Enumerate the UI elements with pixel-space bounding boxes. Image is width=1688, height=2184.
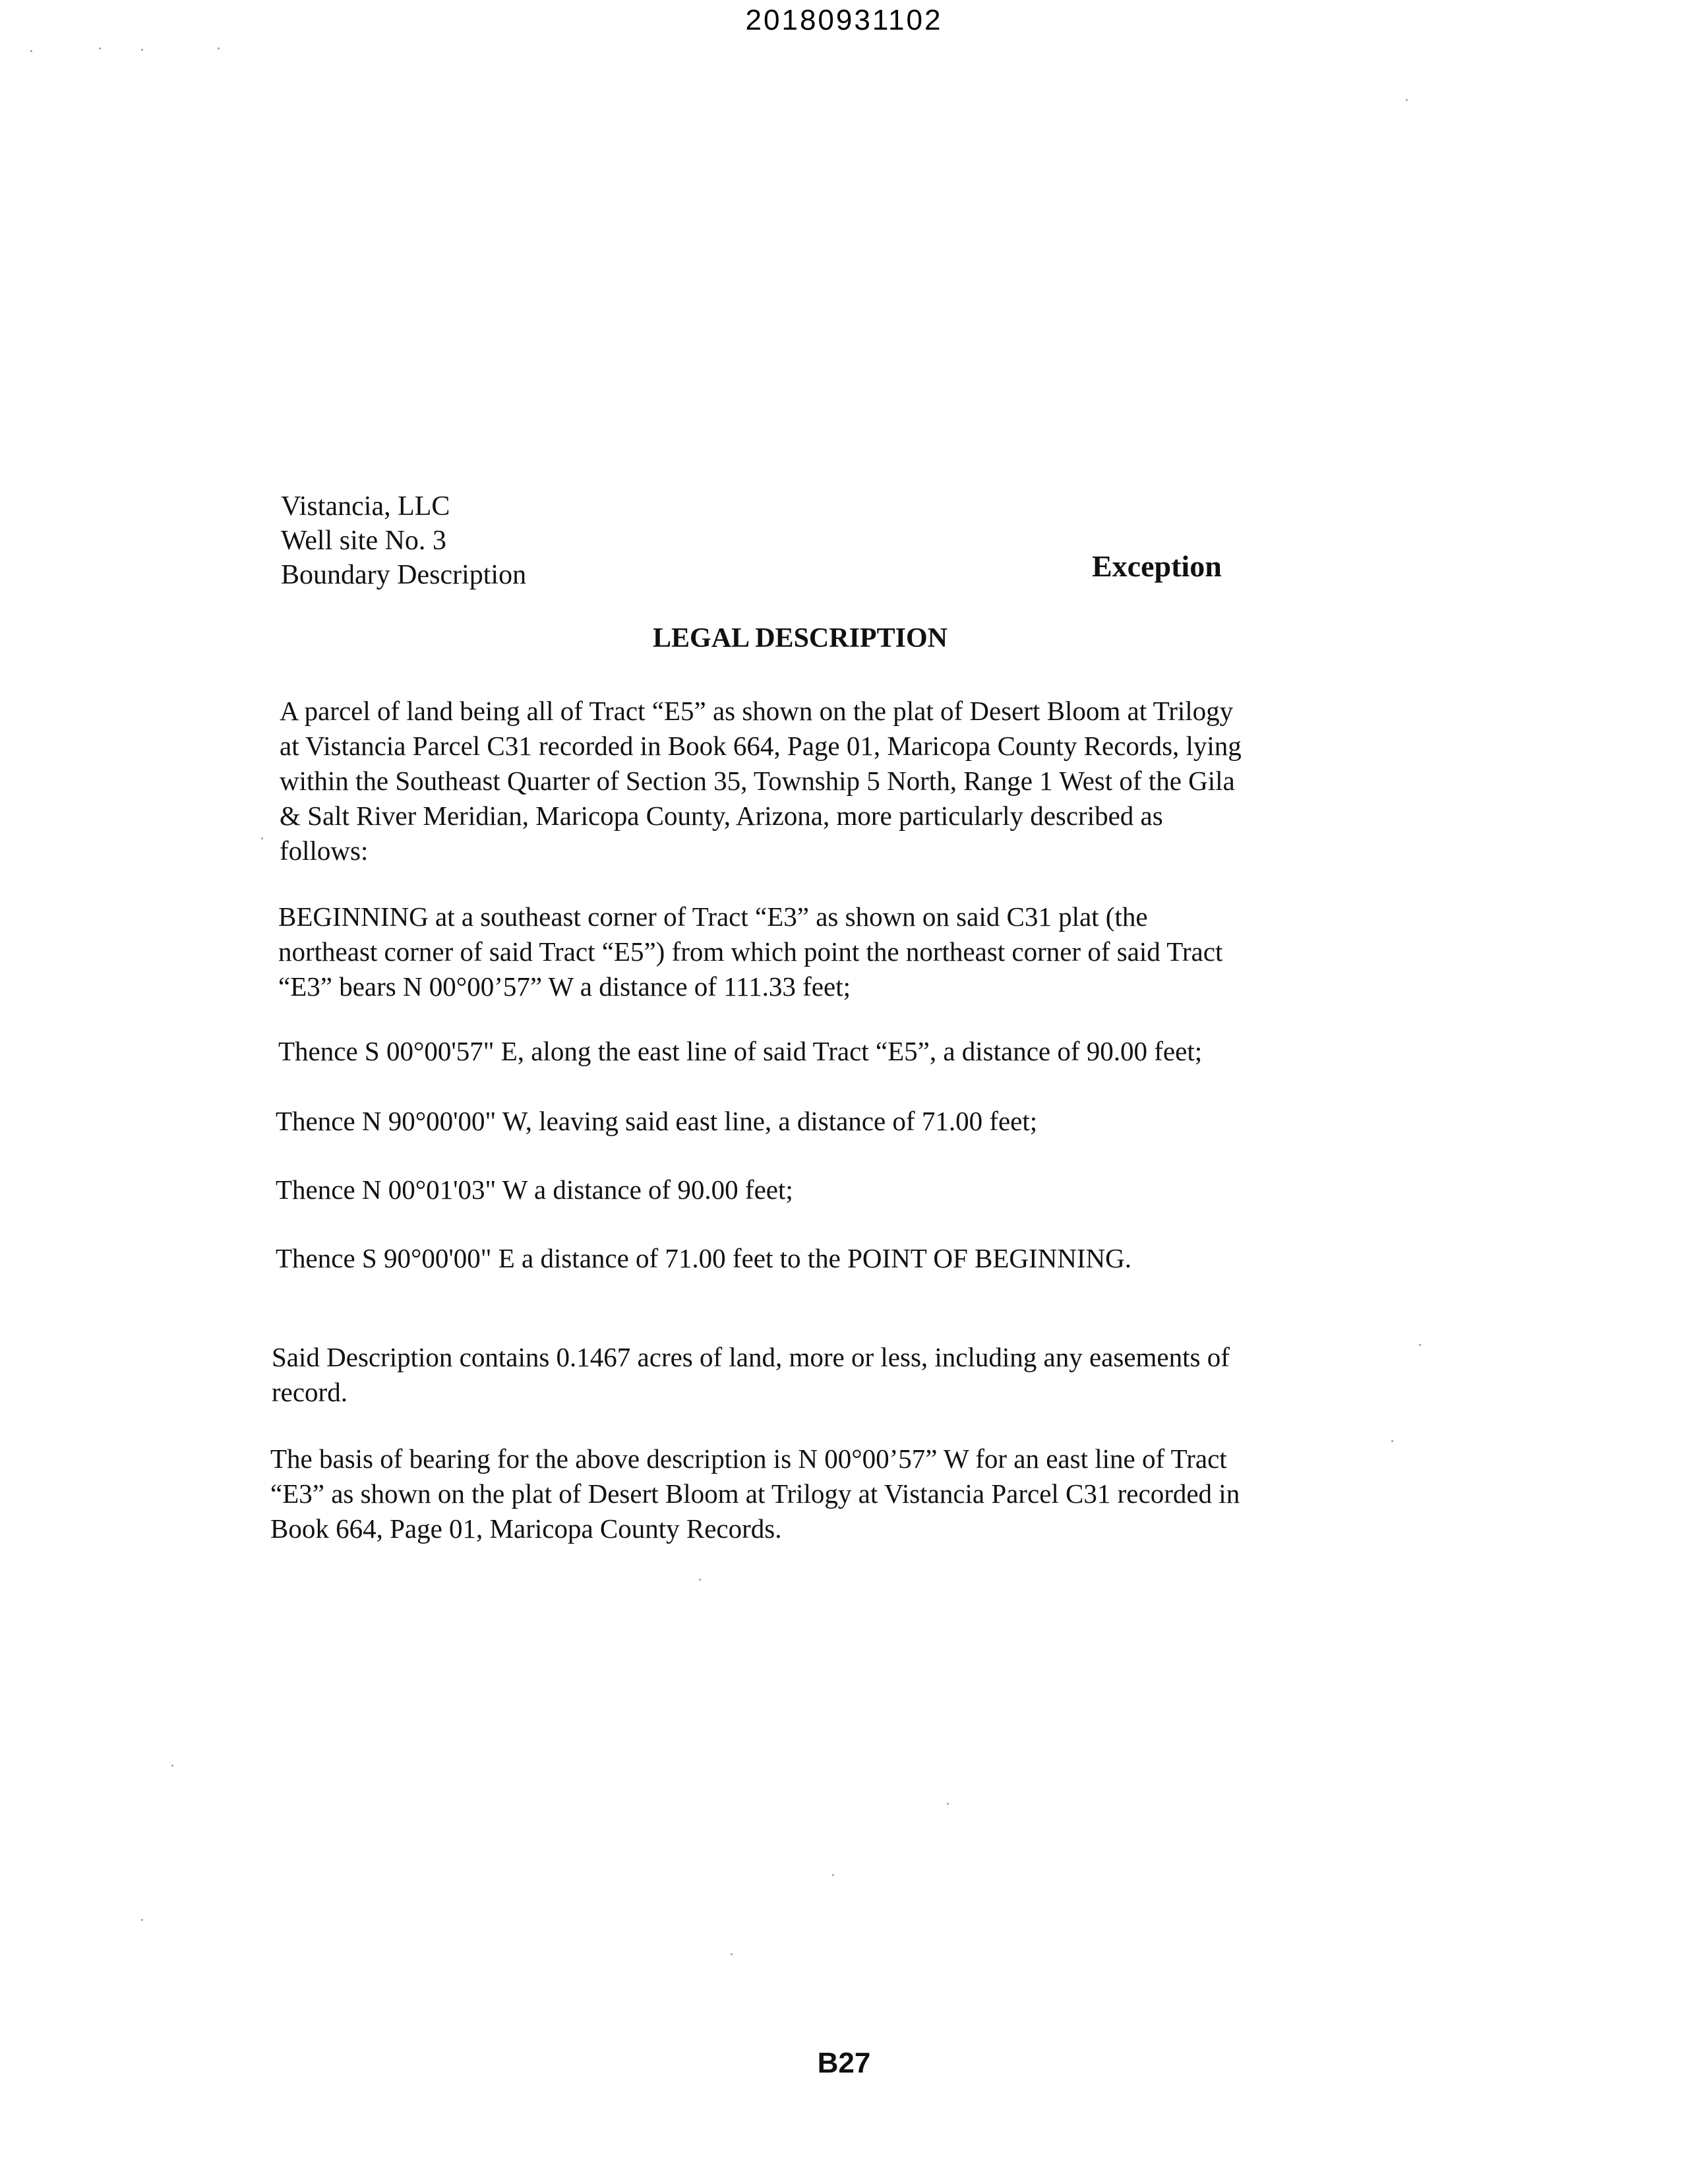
beginning-paragraph — [278, 899, 1222, 1004]
paragraph-line: at Vistancia Parcel C31 recorded in Book 664, Page 01, Maricopa County Records, lying — [280, 731, 1242, 761]
exception-label: Exception — [1092, 549, 1222, 583]
scan-speck — [1391, 1440, 1393, 1442]
document-number: 20180931102 — [745, 4, 943, 36]
paragraph-line: & Salt River Meridian, Maricopa County, Arizona, more particularly described as — [280, 801, 1163, 831]
paragraph-line: northeast corner of said Tract “E5”) from which point the northeast corner of said Tract — [278, 936, 1223, 967]
paragraph-line: record. — [272, 1377, 347, 1407]
scan-speck — [99, 47, 101, 49]
scan-speck — [1406, 99, 1408, 101]
scan-speck — [171, 1765, 173, 1767]
area-paragraph — [272, 1340, 1230, 1410]
paragraph-line: Book 664, Page 01, Maricopa County Records. — [270, 1513, 782, 1544]
scan-speck — [261, 837, 263, 839]
paragraph-line: Said Description contains 0.1467 acres of land, more or less, including any easements of — [272, 1342, 1230, 1372]
scan-speck — [218, 47, 220, 49]
scan-speck — [141, 49, 143, 51]
scan-speck — [699, 1579, 701, 1581]
scan-speck — [30, 50, 32, 52]
scan-speck — [947, 1803, 949, 1805]
scan-speck — [832, 1874, 834, 1876]
course-4: Thence S 90°00'00" E a distance of 71.00 feet to the POINT OF BEGINNING. — [276, 1243, 1131, 1273]
scan-speck — [731, 1953, 733, 1955]
well-site-label: Well site No. 3 — [281, 526, 446, 556]
paragraph-line: within the Southeast Quarter of Section 35, Township 5 North, Range 1 West of the Gila — [280, 766, 1235, 796]
parcel-paragraph — [280, 694, 1242, 868]
paragraph-line: “E3” bears N 00°00’57” W a distance of 111.33 feet; — [278, 971, 851, 1002]
company-name: Vistancia, LLC — [281, 491, 450, 522]
page-label: B27 — [817, 2047, 871, 2079]
description-type: Boundary Description — [281, 560, 527, 590]
paragraph-line: follows: — [280, 835, 369, 866]
header-block — [281, 489, 526, 592]
basis-of-bearing-paragraph — [270, 1441, 1240, 1546]
paragraph-line: BEGINNING at a southeast corner of Tract “E3” as shown on said C31 plat (the — [278, 901, 1148, 932]
paragraph-line: The basis of bearing for the above description is N 00°00’57” W for an east line of Tract — [270, 1443, 1227, 1474]
scan-speck — [1419, 1344, 1421, 1346]
course-3: Thence N 00°01'03" W a distance of 90.00 feet; — [276, 1174, 793, 1205]
scan-speck — [141, 1919, 143, 1921]
paragraph-line: A parcel of land being all of Tract “E5” as shown on the plat of Desert Bloom at Trilogy — [280, 696, 1234, 726]
legal-description-title: LEGAL DESCRIPTION — [653, 623, 948, 653]
paragraph-line: “E3” as shown on the plat of Desert Bloom at Trilogy at Vistancia Parcel C31 recorded in — [270, 1478, 1240, 1509]
course-1: Thence S 00°00'57" E, along the east line of said Tract “E5”, a distance of 90.00 feet; — [278, 1036, 1203, 1066]
course-2: Thence N 90°00'00" W, leaving said east line, a distance of 71.00 feet; — [276, 1106, 1038, 1136]
